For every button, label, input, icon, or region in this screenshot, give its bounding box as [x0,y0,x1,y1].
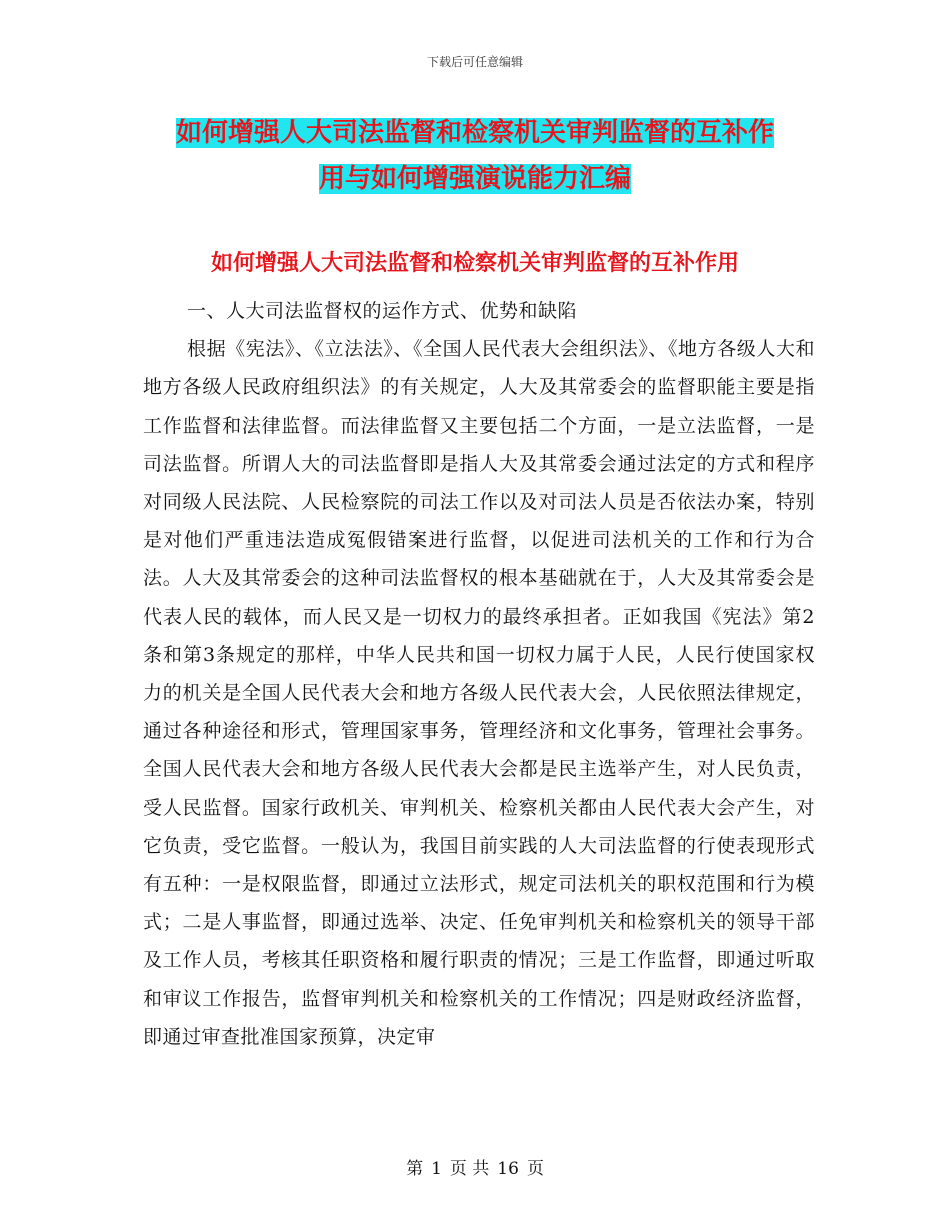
document-title-line-2: 用与如何增强演说能力汇编 [318,164,631,194]
body-paragraph: 根据《宪法》、《立法法》、《全国人民代表大会组织法》、《地方各级人大和地方各级人民政府组织法》的有关规定，人大及其常委会的监督职能主要是指工作监督和法律监督。而法律监督又主要包括二个方面，一是立法监督，一是司法监督。所谓人大的司法监督即是指人大及其常委会通过法定的方式和程序对同级人民法院、人民检察院的司法工作以及对司法人员是否依法办案，特别是对他们严重违法造成冤假错案进行监督，以促进司法机关的工作和行为合法。人大及其常委会的这种司法监督权的根本基础就在于，人大及其常委会是代表人民的载体，而人民又是一切权力的最终承担者。正如我国《宪法》第2条和第3条规定的那样，中华人民共和国一切权力属于人民，人民行使国家权力的机关是全国人民代表大会和地方各级人民代表大会，人民依照法律规定，通过各种途径和形式，管理国家事务，管理经济和文化事务，管理社会事务。全国人民代表大会和地方各级人民代表大会都是民主选举产生，对人民负责，受人民监督。国家行政机关、审判机关、检察机关都由人民代表大会产生，对它负责，受它监督。一般认为，我国目前实践的人大司法监督的行使表现形式有五种：一是权限监督，即通过立法形式，规定司法机关的职权范围和行为模式；二是人事监督，即通过选举、决定、任免审判机关和检察机关的领导干部及工作人员，考核其任职资格和履行职责的情况；三是工作监督，即通过听取和审议工作报告，监督审判机关和检察机关的工作情况；四是财政经济监督，即通过审查批准国家预算，决定审 [143,338,815,1048]
document-title [140,110,810,202]
document-title-line-1: 如何增强人大司法监督和检察机关审判监督的互补作 [175,118,774,148]
subheading: 一、人大司法监督权的运作方式、优势和缺陷 [187,300,578,322]
page-number: 1 [431,1159,442,1179]
footer-middle: 页 共 [449,1159,490,1179]
body-text [143,292,815,1056]
page-footer [0,1154,950,1179]
header-note: 下载后可任意编辑 [426,55,523,69]
section-title: 如何增强人大司法监督和检察机关审判监督的互补作用 [210,251,739,276]
footer-suffix: 页 [526,1159,544,1179]
page-total: 16 [497,1159,519,1179]
footer-prefix: 第 [406,1159,424,1179]
